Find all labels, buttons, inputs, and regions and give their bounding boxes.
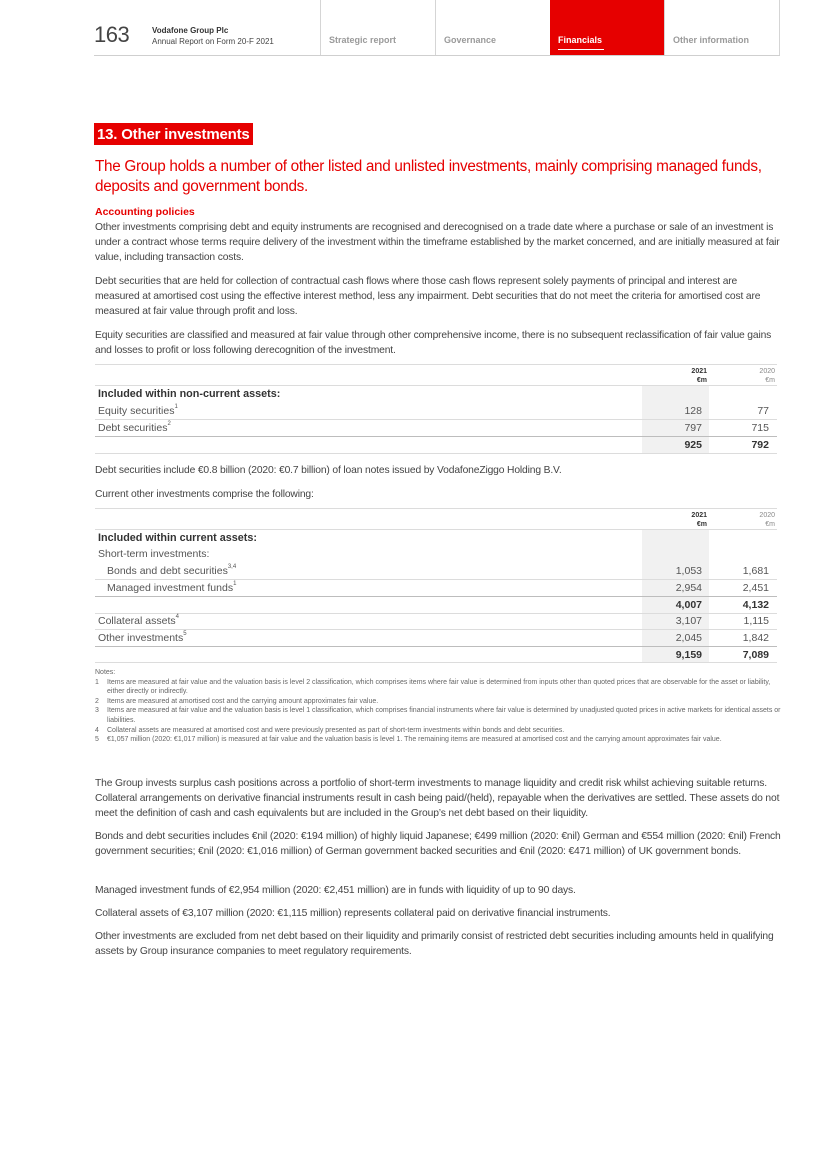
accounting-policies-heading: Accounting policies [95, 206, 195, 218]
note-item: 2 Items are measured at amortised cost and the carrying amount approximates fair value. [95, 697, 379, 705]
closing-paragraph: Collateral assets of €3,107 million (2020: €1,115 million) represents collateral paid on derivative financial instruments. [95, 908, 611, 919]
table-row: Collateral assets$^4$ 3,107 1,115 [98, 614, 769, 627]
table-row: Other investments$^5$ 2,045 1,842 [98, 631, 769, 644]
page-header [94, 0, 780, 56]
current-investments-intro: Current other investments comprise the following: [95, 489, 314, 500]
table-row: Included within current assets: [98, 532, 257, 544]
notes-title: Notes: [95, 669, 116, 676]
note-item: 4 Collateral assets are measured at amortised cost and were previously presented as part of short-term investments within bonds and debt securities. [95, 726, 565, 734]
note-item: 5 €1,057 million (2020: €1,017 million) is measured at fair value and the valuation basis is level 1. The remaining items are measured at amortised cost and the carrying amount approximates fair value. [95, 736, 722, 744]
note-item: 1 Items are measured at fair value and the valuation basis is level 2 classification, which comprises items where fair value is determined from inputs other than quoted prices that are observable for the asset or liability, either directly or indirectly. [95, 678, 771, 696]
section-title: 13. Other investments [97, 126, 250, 143]
table-row: Managed investment funds$^1$ 2,954 2,451 [107, 581, 769, 594]
table-row: Short-term investments: [98, 548, 210, 560]
company-name: Vodafone Group Plc [152, 26, 229, 35]
table-row: Debt securities$^2$ 797 715 [98, 421, 769, 434]
tab-other-information[interactable]: Other information [664, 0, 780, 55]
column-header-2020: 2020 €m [759, 368, 775, 384]
column-header-2021: 2021 €m [691, 512, 707, 528]
closing-paragraph: Other investments are excluded from net debt based on their liquidity and primarily consist of restricted debt securities including amounts held in qualifying assets by Group insurance companies to meet regulatory requirements. [95, 931, 774, 957]
table-row: Included within non-current assets: [98, 388, 281, 400]
policy-paragraph: Other investments comprising debt and equity instruments are recognised and derecognised on a trade date where a purchase or sale of an investment is under a contract whose terms require delivery of the investment within the timeframe established by the market concerned, and are initially measured at fair value, including transaction costs. [95, 222, 780, 263]
closing-paragraph: Bonds and debt securities includes €nil (2020: €194 million) of highly liquid Japanese; €499 million (2020: €nil) German and €554 million (2020: €nil) French government securities; €nil (2020: €1,016 million) of German government backed securities and €nil (2020: €471 million) of UK government bonds. [95, 831, 781, 857]
tab-governance[interactable]: Governance [435, 0, 550, 55]
column-header-2020: 2020 €m [759, 512, 775, 528]
closing-paragraph: The Group invests surplus cash positions across a portfolio of short-term investments to manage liquidity and credit risk whilst achieving suitable returns. Collateral arrangements on derivative financial instruments result in cash being paid/(held), repayable when the derivatives are settled. These assets do not meet the definition of cash and cash equivalents but are included in the Group’s net debt based on their liquidity. [95, 778, 780, 819]
table-row: Bonds and debt securities$^{3,4}$ 1,053 1,681 [107, 564, 769, 577]
tab-financials[interactable]: Financials [550, 0, 664, 55]
note-item: 3 Items are measured at fair value and the valuation basis is level 1 classification, which comprises financial instruments where fair value is determined by unadjusted quoted prices in active markets for identical assets or liabilities. [95, 707, 781, 724]
column-header-2021: 2021 €m [691, 368, 707, 384]
current-investments-table [95, 508, 777, 662]
report-name: Annual Report on Form 20-F 2021 [152, 37, 274, 46]
non-current-investments-table [95, 364, 777, 454]
table-total-row: 9,159 7,089 [675, 649, 769, 661]
loan-notes-text: Debt securities include €0.8 billion (2020: €0.7 billion) of loan notes issued by VodafoneZiggo Holding B.V. [95, 465, 562, 476]
policy-paragraph: Equity securities are classified and measured at fair value through other comprehensive income, there is no subsequent reclassification of fair value gains and losses to profit or loss following derecognition of the investment. [95, 330, 772, 356]
table-subtotal-row: 4,007 4,132 [675, 599, 769, 611]
closing-paragraph: Managed investment funds of €2,954 million (2020: €2,451 million) are in funds with liquidity of up to 90 days. [95, 885, 576, 896]
lead-text: The Group holds a number of other listed and unlisted investments, mainly comprising managed funds, deposits and government bonds. [95, 158, 762, 195]
page-number: 163 [94, 22, 130, 47]
table-total-row: 925 792 [684, 439, 769, 451]
notes [95, 668, 785, 745]
policy-paragraph: Debt securities that are held for collection of contractual cash flows where those cash flows represent solely payments of principal and interest are measured at amortised cost using the effective interest method, less any impairment. Debt securities that do not meet the criteria for amortised cost are measured at fair value through profit and loss. [95, 276, 761, 317]
tab-strategic-report[interactable]: Strategic report [320, 0, 435, 55]
table-row: Equity securities$^1$ 128 77 [98, 404, 769, 417]
